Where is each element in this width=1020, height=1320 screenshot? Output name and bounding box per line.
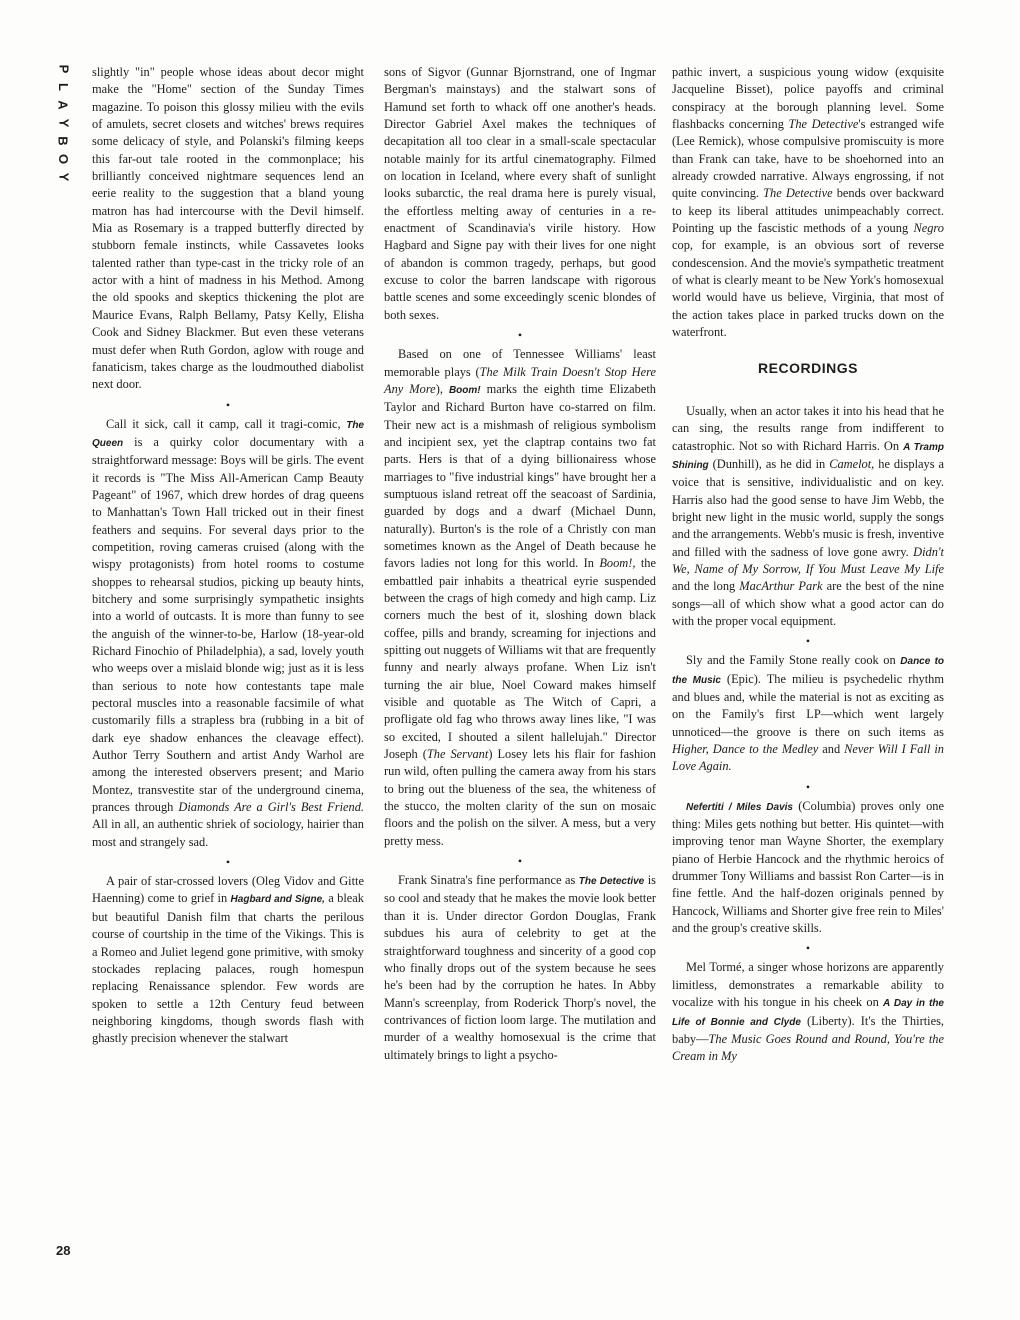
- album-title: Nefertiti / Miles Davis: [686, 801, 793, 813]
- film-title: The Detective: [578, 876, 645, 888]
- film-title: Boom!: [448, 384, 481, 396]
- masthead-letter: Y: [55, 172, 71, 182]
- section-heading-recordings: RECORDINGS: [758, 359, 858, 376]
- separator-bullet: •: [225, 397, 231, 412]
- album-title: A Tramp Shining: [672, 441, 944, 471]
- masthead-letter: A: [55, 100, 71, 110]
- paragraph-the-queen: Call it sick, call it camp, call it tragi-comic, The Queen is a quirky color documentary with a straightforward message: Boys will be girls. The event it records is "The Miss All-American Camp Beauty Pageant" of 1967, which drew hordes of drag queens to Manhattan's Town Hall tricked out in their finest feathers and sequins. For several days prior to the competition, roving cameras cruised (along with the wispy protagonists) from hotel rooms to costume shoppes to rehearsal studios, picking up beauty hints, bitchery and some surprisingly sympathetic insights into a world of outcasts. It is more than funny to see the anguish of the winner-to-be, Harlow (18-year-old Richard Finochio of Philadelphia), a sad, lovely youth who weeps over a mislaid blonde wig; just as it is less than serious to note how contestants tape male pectoral muscles into a reasonable facsimile of what customarily fills a strapless bra (rubbing in a bit of dark eye shadow enhances the cleavage effect). Author Terry Southern and artist Andy Warhol are among the interested observers present; and Mario Montez, transvestite star of the underground cinema, prances through Diamonds Are a Girl's Best Friend. All in all, an authentic shriek of sociology, hairier than most and strangely sad.: [92, 416, 365, 849]
- paragraph: sons of Sigvor (Gunnar Bjornstrand, one of Ingmar Bergman's mainstays) and the stalwart sons of Hamund set forth to whack off one another's heads. Director Gabriel Axel makes the techniques of decapitation all too clear in a small-scale spectacular notable mainly for its artful cinematography. Filmed on location in Iceland, where every shaft of sunlight looks subarctic, the real drama here is purely visual, the effortless melting away of centuries in a re-enactment of Scandinavia's virile history. How Hagbard and Signe pay with their lives for one night of abandon is common tragedy, perhaps, but good excuse to color the barren landscape with rigorous battle scenes and some exceedingly scenic blondes of both sexes.: [384, 65, 656, 322]
- film-title: Hagbard and Signe,: [230, 894, 325, 906]
- album-title: Dance to the Music: [672, 656, 945, 686]
- column-1: [92, 64, 364, 1048]
- masthead-letter: P: [55, 64, 71, 74]
- separator-bullet: •: [805, 941, 811, 956]
- masthead-letter: L: [55, 83, 71, 91]
- playboy-masthead: [54, 60, 72, 186]
- album-title: A Day in the Life of Bonnie and Clyde: [672, 998, 944, 1028]
- separator-bullet: •: [225, 855, 231, 870]
- paragraph-harris: Usually, when an actor takes it into his head that he can sing, the results range from indifferent to catastrophic. Not so with Richard Harris. On A Tramp Shining (Dunhill), as he did in Camelot, he displays a voice that is sensitive, individualistic and on key. Harris also had the good sense to have Jim Webb, the bright new light in the music world, supply the songs and the arrangements. Webb's music is fresh, inventive and filled with the sadness of love gone awry. Didn't We, Name of My Sorrow, If You Must Leave My Life and the long MacArthur Park are the best of the nine songs—all of which show what a good actor can do with the proper vocal equipment.: [672, 403, 944, 628]
- masthead-letter: B: [55, 136, 71, 146]
- column-2: [384, 64, 656, 1064]
- paragraph-sly: Sly and the Family Stone really cook on Dance to the Music (Epic). The milieu is psychedelic rhythm and blues and, while the material is not as exciting as on the Family's first LP—which went largely unnoticed—the groove is there on such items as Higher, Dance to the Medley and Never Will I Fall in Love Again.: [672, 653, 945, 774]
- paragraph-detective: Frank Sinatra's fine performance as The Detective is so cool and steady that he makes the movie look better than it is. Under director Gordon Douglas, Frank subdues his aura of celebrity to get at the straightforward toughness and sincerity of a good cop who finally drops out of the system because he sees he's been had by the corruption he hates. In Abby Mann's screenplay, from Roderick Thorp's novel, the contrivances of fiction loom large. The mutilation and murder of a wealthy homosexual is the crime that ultimately brings to light a psycho-: [384, 873, 656, 1062]
- masthead-letter: O: [56, 153, 71, 165]
- column-3: [672, 64, 944, 1066]
- paragraph-miles: Nefertiti / Miles Davis (Columbia) proves only one thing: Miles gets nothing but better. His quintet—with improving tenor man Wayne Shorter, the exemplary piano of Herbie Hancock and the rhythmic heroics of drummer Tony Williams and bassist Ron Carter—is in fine fettle. And the half-dozen originals penned by Hancock, Williams and Shorter give free rein to Miles' and the group's creative skills.: [672, 798, 945, 936]
- separator-bullet: •: [805, 634, 811, 649]
- separator-bullet: •: [517, 328, 523, 343]
- page-number: 28: [56, 1243, 71, 1258]
- masthead-letter: Y: [55, 118, 71, 128]
- paragraph-hagbard: A pair of star-crossed lovers (Oleg Vidov and Gitte Haenning) come to grief in Hagbard and Signe, a bleak but beautiful Danish film that charts the perilous course of courtship in the time of the Vikings. This is a Romeo and Juliet legend gone primitive, with smoky stockades replacing palaces, rough homespun replacing Renaissance splendor. Few words are spoken to settle a 12th Century feud between neighboring kingdoms, though swords flash with ghastly precision whenever the stalwart: [92, 874, 364, 1046]
- film-title: The Queen: [92, 419, 364, 449]
- paragraph-boom: Based on one of Tennessee Williams' least memorable plays (The Milk Train Doesn't Stop Here Any More), Boom! marks the eighth time Elizabeth Taylor and Richard Burton have co-starred on film. Their new act is a mishmash of religious symbolism and incipient sex, yet the claptrap contains two fat parts. Hers is that of a dying billionairess whose marriages to "five industrial kings" have brought her a sumptuous island retreat off the seacoast of Sardinia, guarded by dogs and a dwarf (Michael Dunn, naturally). Burton's is the role of a Christly con man sometimes known as the Angel of Death because he favors ladies not long for this world. In Boom!, the embattled pair inhabits a theatrical eyrie suspended between the crags of high comedy and high camp. Liz corners much the best of it, sloshing down black coffee, pills and brandy, screaming for injections and spitting out nuggets of Williams wit that are frequently funny and nearly always profane. When Liz isn't turning the air blue, Noel Coward makes himself visible and quotable as The Witch of Capri, a profligate old fag who throws away lines like, "I was so excited, I shouted a silent hallelujah." Director Joseph (The Servant) Losey lets his flair for fashion run wild, often pulling the camera away from his stars to bring out the blueness of the sea, the whiteness of the stucco, the molten clarity of the sun on mosaic floors and the polish on the silver. A mess, but a very pretty mess.: [384, 347, 656, 848]
- paragraph-torme: Mel Tormé, a singer whose horizons are apparently limitless, demonstrates a remarkable ability to vocalize with his tongue in his cheek on A Day in the Life of Bonnie and Clyde (Liberty). It's the Thirties, baby—The Music Goes Round and Round, You're the Cream in My: [672, 960, 944, 1064]
- paragraph: slightly "in" people whose ideas about decor might make the "Home" section of the Sunday Times magazine. To poison this glossy milieu with the evils of amulets, secret closets and witches' brews requires some delicacy of style, and Polanski's filming keeps this far-out tale rooted in the commonplace; his brilliantly conceived nightmare sequences lend an eerie reality to the suggestion that a bland young matron has had intercourse with the Devil himself. Mia as Rosemary is a trapped butterfly directed by stubborn female instincts, while Cassavetes looks talented rather than type-cast in the tricky role of an actor with a hint of madness in his Method. Among the old spooks and skeptics thickening the plot are Maurice Evans, Ralph Bellamy, Patsy Kelly, Elisha Cook and Sidney Blackmer. But even these veterans must defer when Ruth Gordon, aglow with rouge and fanaticism, takes charge as the loudmouthed diabolist next door.: [92, 65, 364, 392]
- separator-bullet: •: [517, 854, 523, 869]
- separator-bullet: •: [805, 779, 811, 794]
- paragraph: pathic invert, a suspicious young widow (exquisite Jacqueline Bisset), police payoffs and criminal conspiracy at the borough planning level. Some flashbacks concerning The Detective's estranged wife (Lee Remick), whose compulsive promiscuity is more than Frank can take, have to be shoehorned into an already crowded narrative. Always engrossing, if not quite convincing. The Detective bends over backward to keep its liberal attitudes unimpeachably correct. Pointing up the fascistic methods of a young Negro cop, for example, is an obvious sort of reverse condescension. And the movie's sympathetic treatment of what is clearly meant to be New York's homosexual world would have us believe, Virginia, that most of the action takes place in parked trucks down on the waterfront.: [672, 65, 944, 340]
